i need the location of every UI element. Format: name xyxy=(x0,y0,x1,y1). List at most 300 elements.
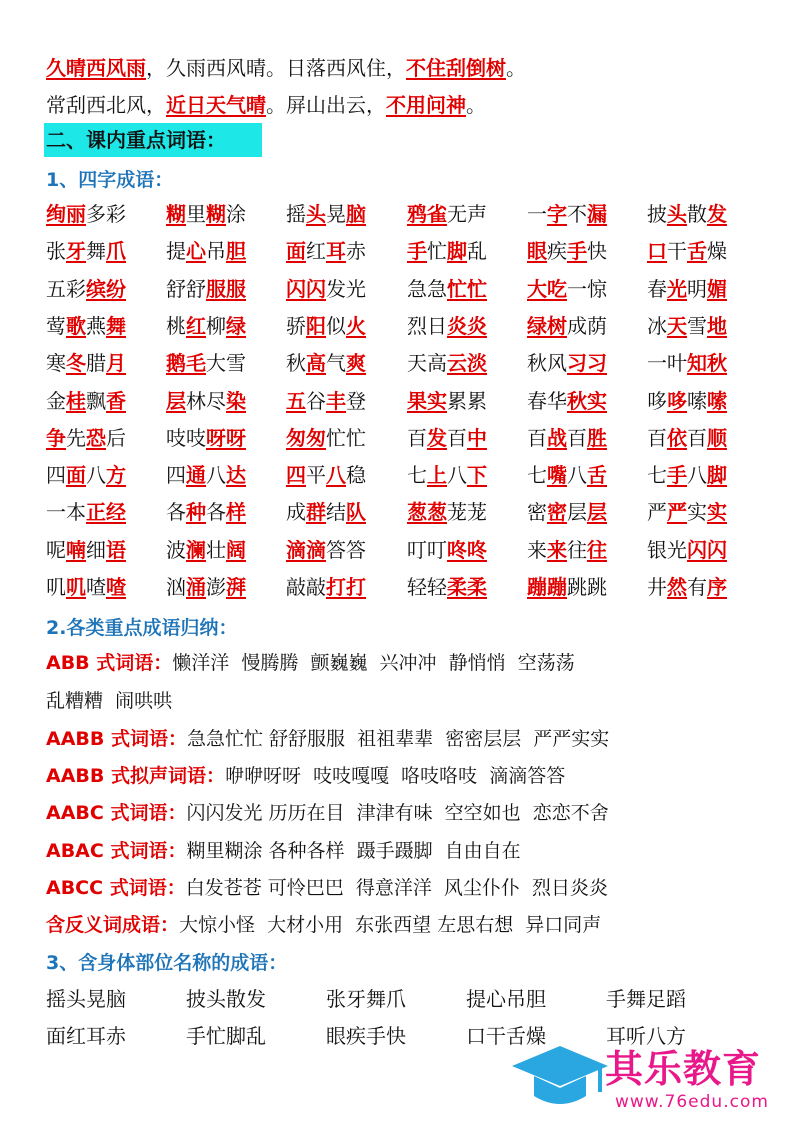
key-character: 战 xyxy=(547,425,567,450)
idiom-character: 一惊 xyxy=(567,276,607,301)
idiom-item xyxy=(407,535,487,565)
idiom-character: 澎 xyxy=(206,575,226,599)
key-character: 中 xyxy=(467,425,487,450)
key-character: 实 xyxy=(707,500,727,525)
idiom-character: 呢 xyxy=(46,537,66,562)
idiom-character: 来 xyxy=(527,537,547,562)
idiom-item xyxy=(647,423,727,453)
highlighted-phrase: 近日天气晴 xyxy=(166,93,266,117)
proverb-line-1 xyxy=(46,53,526,83)
idiom-character: 披 xyxy=(647,202,667,226)
idiom-item xyxy=(647,535,727,565)
idiom-character: 多彩 xyxy=(86,202,126,226)
idiom-character: 吊 xyxy=(206,239,226,264)
idiom-item xyxy=(527,460,607,490)
idiom-character: 叽 xyxy=(46,575,66,599)
idiom-item xyxy=(286,386,366,416)
idiom-character: 细 xyxy=(86,537,106,562)
idiom-character: 秋风 xyxy=(527,351,567,376)
idiom-item xyxy=(46,199,126,229)
idiom-character: 疾 xyxy=(547,239,567,264)
category-line xyxy=(46,761,565,791)
idiom-character: 春 xyxy=(647,276,667,301)
idiom-character: 一 xyxy=(527,202,547,226)
key-character: 然 xyxy=(667,575,687,599)
key-character: 面 xyxy=(66,463,86,488)
idiom-item xyxy=(647,274,727,304)
logo-url: www.76edu.com xyxy=(615,1092,769,1112)
key-character: 爪 xyxy=(106,239,126,264)
idiom-item xyxy=(166,572,246,602)
idiom-item xyxy=(46,386,126,416)
idiom-character: 桃 xyxy=(166,313,186,338)
category-line xyxy=(46,798,609,828)
category-label: ABCC 式词语： xyxy=(46,877,186,899)
idiom-character: 忙 xyxy=(427,239,447,264)
key-character: 胆 xyxy=(226,239,246,264)
idiom-character: 骄 xyxy=(286,313,306,338)
idiom-item xyxy=(527,236,607,266)
idiom-character: 谷 xyxy=(306,388,326,413)
idiom-character: 快 xyxy=(587,239,607,264)
idiom-item xyxy=(647,199,727,229)
idiom-character: 累累 xyxy=(447,388,487,413)
key-character: 争 xyxy=(46,425,66,450)
key-character: 方 xyxy=(106,463,126,488)
key-character: 层 xyxy=(166,388,186,413)
key-character: 绚丽 xyxy=(46,202,86,226)
idiom-character: 柳 xyxy=(206,313,226,338)
idiom-character: 叮叮 xyxy=(407,537,447,562)
key-character: 牙 xyxy=(66,239,86,264)
key-character: 地 xyxy=(707,313,727,338)
idiom-character: 先 xyxy=(66,425,86,450)
idiom-item xyxy=(647,311,727,341)
idiom-character: 不 xyxy=(567,202,587,226)
idiom-character: 壮 xyxy=(206,537,226,562)
key-character: 炎炎 xyxy=(447,313,487,338)
key-character: 糊 xyxy=(166,202,186,226)
key-character: 鹅毛 xyxy=(166,351,206,376)
idiom-character: 红 xyxy=(306,239,326,264)
idiom-item xyxy=(46,423,126,453)
idiom-item xyxy=(647,497,727,527)
subsection-title-2: 2.各类重点成语归纳： xyxy=(46,617,238,639)
key-character: 服服 xyxy=(206,276,246,301)
key-character: 头 xyxy=(667,202,687,226)
key-character: 漏 xyxy=(587,202,607,226)
idiom-character: 七 xyxy=(647,463,667,488)
idiom-character: 一本 xyxy=(46,500,86,525)
category-items: 白发苍苍 可怜巴巴 得意洋洋 风尘仆仆 烈日炎炎 xyxy=(185,877,608,899)
key-character: 心 xyxy=(186,239,206,264)
idiom-character: 百 xyxy=(567,425,587,450)
body-idiom-item: 手忙脚乱 xyxy=(186,1024,266,1048)
key-character: 呀呀 xyxy=(206,425,246,450)
idiom-character: 莺 xyxy=(46,313,66,338)
idiom-item xyxy=(407,311,487,341)
idiom-character: 各 xyxy=(166,500,186,525)
idiom-character: 金 xyxy=(46,388,66,413)
key-character: 光 xyxy=(667,276,687,301)
idiom-item xyxy=(407,460,487,490)
key-character: 月 xyxy=(106,351,126,376)
idiom-character: 有 xyxy=(687,575,707,599)
idiom-character: 各 xyxy=(206,500,226,525)
idiom-character: 稳 xyxy=(346,463,366,488)
key-character: 语 xyxy=(106,537,126,562)
idiom-character: 层 xyxy=(567,500,587,525)
idiom-character: 冰 xyxy=(647,313,667,338)
idiom-item xyxy=(166,535,246,565)
idiom-item xyxy=(166,274,246,304)
idiom-character: 似 xyxy=(326,313,346,338)
idiom-item xyxy=(286,423,366,453)
category-items: 闪闪发光 历历在目 津津有味 空空如也 恋恋不舍 xyxy=(186,802,609,824)
idiom-item xyxy=(46,236,126,266)
idiom-character: 四 xyxy=(46,463,66,488)
key-character: 鸦雀 xyxy=(407,202,447,226)
key-character: 丰 xyxy=(326,388,346,413)
idiom-character: 大雪 xyxy=(206,351,246,376)
idiom-item xyxy=(166,460,246,490)
idiom-item xyxy=(286,572,366,602)
category-label: AABC 式词语： xyxy=(46,802,187,824)
idiom-item xyxy=(527,199,607,229)
idiom-character: 忙忙 xyxy=(326,425,366,450)
idiom-item xyxy=(647,386,727,416)
key-character: 阳 xyxy=(306,313,326,338)
category-items: 懒洋洋 慢腾腾 颤巍巍 兴冲冲 静悄悄 空荡荡 xyxy=(172,652,575,674)
key-character: 达 xyxy=(226,463,246,488)
proverb-line-2 xyxy=(46,90,486,120)
idiom-character: 五彩 xyxy=(46,276,86,301)
key-character: 染 xyxy=(226,388,246,413)
idiom-item xyxy=(286,236,366,266)
idiom-character: 腊 xyxy=(86,351,106,376)
key-character: 咚咚 xyxy=(447,537,487,562)
key-character: 大吃 xyxy=(527,276,567,301)
key-character: 八 xyxy=(326,463,346,488)
key-character: 嗦 xyxy=(707,388,727,413)
key-character: 脚 xyxy=(707,463,727,488)
idiom-character: 跳跳 xyxy=(567,575,607,599)
category-line xyxy=(46,910,601,940)
key-character: 来 xyxy=(547,537,567,562)
idiom-character: 摇 xyxy=(286,202,306,226)
idiom-character: 散 xyxy=(687,202,707,226)
idiom-character: 雪 xyxy=(687,313,707,338)
idiom-character: 成 xyxy=(286,500,306,525)
key-character: 发 xyxy=(427,425,447,450)
idiom-character: 八 xyxy=(567,463,587,488)
key-character: 绿 xyxy=(226,313,246,338)
body-idiom-item: 面红耳赤 xyxy=(46,1024,126,1048)
idiom-character: 敲敲 xyxy=(286,575,326,599)
key-character: 喃 xyxy=(66,537,86,562)
idiom-item xyxy=(166,311,246,341)
idiom-character: 八 xyxy=(447,463,467,488)
key-character: 湃 xyxy=(226,575,246,599)
key-character: 手 xyxy=(567,239,587,264)
idiom-character: 烈日 xyxy=(407,313,447,338)
idiom-character: 哆 xyxy=(647,388,667,413)
key-character: 密 xyxy=(547,500,567,525)
section-banner xyxy=(44,123,262,157)
idiom-character: 寒 xyxy=(46,351,66,376)
key-character: 糊 xyxy=(206,202,226,226)
idiom-character: 井 xyxy=(647,575,667,599)
body-idiom-item: 口干舌燥 xyxy=(466,1024,546,1048)
key-character: 爽 xyxy=(346,351,366,376)
idiom-character: 气 xyxy=(326,351,346,376)
body-idiom-item: 张牙舞爪 xyxy=(326,987,406,1011)
key-character: 桂 xyxy=(66,388,86,413)
idiom-character: 往 xyxy=(567,537,587,562)
idiom-character: 四 xyxy=(166,463,186,488)
key-character: 红 xyxy=(186,313,206,338)
subsection-title-3: 3、含身体部位名称的成语： xyxy=(46,952,288,974)
idiom-character: 无声 xyxy=(447,202,487,226)
body-idiom-item: 摇头晃脑 xyxy=(46,987,126,1011)
idiom-character: 七 xyxy=(407,463,427,488)
key-character: 闪闪 xyxy=(286,276,326,301)
category-items: 糊里糊涂 各种各样 蹑手蹑脚 自由自在 xyxy=(186,840,521,862)
body-idiom-item: 手舞足蹈 xyxy=(606,987,686,1011)
idiom-character: 百 xyxy=(527,425,547,450)
body-idiom-item: 提心吊胆 xyxy=(466,987,546,1011)
idiom-character: 里 xyxy=(186,202,206,226)
idiom-item xyxy=(166,199,246,229)
idiom-character: 天高 xyxy=(407,351,447,376)
idiom-item xyxy=(647,572,727,602)
idiom-character: 明 xyxy=(687,276,707,301)
category-line xyxy=(46,648,575,678)
idiom-item xyxy=(286,460,366,490)
idiom-character: 登 xyxy=(346,388,366,413)
idiom-item xyxy=(527,386,607,416)
key-character: 眼 xyxy=(527,239,547,264)
key-character: 往 xyxy=(587,537,607,562)
proverb-text: 常刮西北风， xyxy=(46,93,166,117)
idiom-character: 答答 xyxy=(326,537,366,562)
logo-text: 其乐教育 xyxy=(605,1047,762,1091)
idiom-character: 严 xyxy=(647,500,667,525)
key-character: 舌 xyxy=(687,239,707,264)
highlighted-phrase: 不住刮倒树 xyxy=(406,56,506,80)
category-line xyxy=(46,686,172,716)
category-label: 含反义词成语： xyxy=(46,914,180,936)
idiom-character: 春华 xyxy=(527,388,567,413)
body-idiom-item: 披头散发 xyxy=(186,987,266,1011)
idiom-character: 喳 xyxy=(86,575,106,599)
key-character: 葱葱 xyxy=(407,500,447,525)
idiom-character: 晃 xyxy=(326,202,346,226)
idiom-character: 后 xyxy=(106,425,126,450)
proverb-text: 。屏山出云， xyxy=(266,93,386,117)
body-idiom-item: 耳听八方 xyxy=(606,1024,686,1048)
idiom-item xyxy=(527,535,607,565)
key-character: 阔 xyxy=(226,537,246,562)
idiom-character: 林尽 xyxy=(186,388,226,413)
key-character: 天 xyxy=(667,313,687,338)
idiom-character: 平 xyxy=(306,463,326,488)
idiom-character: 涂 xyxy=(226,202,246,226)
idiom-item xyxy=(286,199,366,229)
idiom-character: 茏茏 xyxy=(447,500,487,525)
idiom-character: 干 xyxy=(667,239,687,264)
key-character: 匆匆 xyxy=(286,425,326,450)
key-character: 脚 xyxy=(447,239,467,264)
key-character: 火 xyxy=(346,313,366,338)
key-character: 头 xyxy=(306,202,326,226)
proverb-text: ，久雨西风晴。日落西风住， xyxy=(146,56,406,80)
idiom-character: 燕 xyxy=(86,313,106,338)
idiom-item xyxy=(527,423,607,453)
key-character: 五 xyxy=(286,388,306,413)
key-character: 打打 xyxy=(326,575,366,599)
idiom-item xyxy=(286,348,366,378)
key-character: 柔柔 xyxy=(447,575,487,599)
idiom-character: 百 xyxy=(447,425,467,450)
key-character: 脑 xyxy=(346,202,366,226)
key-character: 手 xyxy=(407,239,427,264)
category-label: ABB 式词语： xyxy=(46,652,173,674)
key-character: 层 xyxy=(587,500,607,525)
category-line xyxy=(46,724,609,754)
idiom-character: 百 xyxy=(407,425,427,450)
idiom-item xyxy=(46,572,126,602)
category-items: 咿咿呀呀 吱吱嘎嘎 咯吱咯吱 滴滴答答 xyxy=(225,765,566,787)
section-title: 二、课内重点词语： xyxy=(46,128,226,152)
idiom-item xyxy=(527,348,607,378)
idiom-item xyxy=(407,236,487,266)
idiom-item xyxy=(166,386,246,416)
proverb-text: 。 xyxy=(466,93,486,117)
key-character: 手 xyxy=(667,463,687,488)
key-character: 耳 xyxy=(326,239,346,264)
key-character: 闪闪 xyxy=(687,537,727,562)
idiom-character: 燥 xyxy=(707,239,727,264)
idiom-character: 结 xyxy=(326,500,346,525)
key-character: 舌 xyxy=(587,463,607,488)
key-character: 涌 xyxy=(186,575,206,599)
graduation-cap-icon xyxy=(510,1042,610,1112)
idiom-character: 急急 xyxy=(407,276,447,301)
idiom-character: 赤 xyxy=(346,239,366,264)
key-character: 澜 xyxy=(186,537,206,562)
key-character: 发 xyxy=(707,202,727,226)
idiom-item xyxy=(46,311,126,341)
idiom-character: 百 xyxy=(687,425,707,450)
key-character: 果实 xyxy=(407,388,447,413)
idiom-item xyxy=(286,311,366,341)
category-line xyxy=(46,836,521,866)
idiom-character: 七 xyxy=(527,463,547,488)
idiom-item xyxy=(407,497,487,527)
idiom-item xyxy=(46,348,126,378)
idiom-item xyxy=(46,535,126,565)
category-line xyxy=(46,873,608,903)
key-character: 叽 xyxy=(66,575,86,599)
idiom-character: 舞 xyxy=(86,239,106,264)
publisher-logo xyxy=(510,1030,793,1122)
key-character: 云淡 xyxy=(447,351,487,376)
key-character: 忙忙 xyxy=(447,276,487,301)
key-character: 冬 xyxy=(66,351,86,376)
idiom-item xyxy=(46,497,126,527)
key-character: 缤纷 xyxy=(86,276,126,301)
key-character: 正经 xyxy=(86,500,126,525)
idiom-character: 一叶 xyxy=(647,351,687,376)
key-character: 秋实 xyxy=(567,388,607,413)
key-character: 口 xyxy=(647,239,667,264)
idiom-character: 汹 xyxy=(166,575,186,599)
key-character: 歌 xyxy=(66,313,86,338)
idiom-item xyxy=(407,199,487,229)
idiom-character: 提 xyxy=(166,239,186,264)
idiom-item xyxy=(166,497,246,527)
category-label: ABAC 式词语： xyxy=(46,840,187,862)
category-items: 急急忙忙 舒舒服服 祖祖辈辈 密密层层 严严实实 xyxy=(187,728,610,750)
highlighted-phrase: 久晴西风雨 xyxy=(46,56,146,80)
idiom-item xyxy=(527,311,607,341)
idiom-character: 百 xyxy=(647,425,667,450)
key-character: 种 xyxy=(186,500,206,525)
idiom-character: 八 xyxy=(86,463,106,488)
key-character: 顺 xyxy=(707,425,727,450)
key-character: 高 xyxy=(306,351,326,376)
idiom-item xyxy=(166,423,246,453)
idiom-item xyxy=(286,497,366,527)
key-character: 序 xyxy=(707,575,727,599)
key-character: 滴滴 xyxy=(286,537,326,562)
category-items: 乱糟糟 闹哄哄 xyxy=(46,690,173,712)
key-character: 嘴 xyxy=(547,463,567,488)
idiom-character: 八 xyxy=(687,463,707,488)
idiom-item xyxy=(407,274,487,304)
key-character: 绿树 xyxy=(527,313,567,338)
key-character: 恐 xyxy=(86,425,106,450)
key-character: 舞 xyxy=(106,313,126,338)
key-character: 上 xyxy=(427,463,447,488)
key-character: 知秋 xyxy=(687,351,727,376)
idiom-character: 密 xyxy=(527,500,547,525)
idiom-character: 八 xyxy=(206,463,226,488)
idiom-item xyxy=(647,348,727,378)
key-character: 依 xyxy=(667,425,687,450)
key-character: 媚 xyxy=(707,276,727,301)
idiom-item xyxy=(407,423,487,453)
idiom-character: 乱 xyxy=(467,239,487,264)
subsection-title-1: 1、四字成语： xyxy=(46,169,174,191)
idiom-character: 张 xyxy=(46,239,66,264)
key-character: 下 xyxy=(467,463,487,488)
idiom-item xyxy=(527,497,607,527)
key-character: 喳 xyxy=(106,575,126,599)
key-character: 蹦蹦 xyxy=(527,575,567,599)
idiom-character: 舒舒 xyxy=(166,276,206,301)
proverb-text: 。 xyxy=(506,56,526,80)
idiom-item xyxy=(407,348,487,378)
key-character: 面 xyxy=(286,239,306,264)
idiom-character: 银光 xyxy=(647,537,687,562)
idiom-character: 成荫 xyxy=(567,313,607,338)
idiom-character: 轻轻 xyxy=(407,575,447,599)
idiom-item xyxy=(647,236,727,266)
idiom-item xyxy=(166,348,246,378)
key-character: 字 xyxy=(547,202,567,226)
